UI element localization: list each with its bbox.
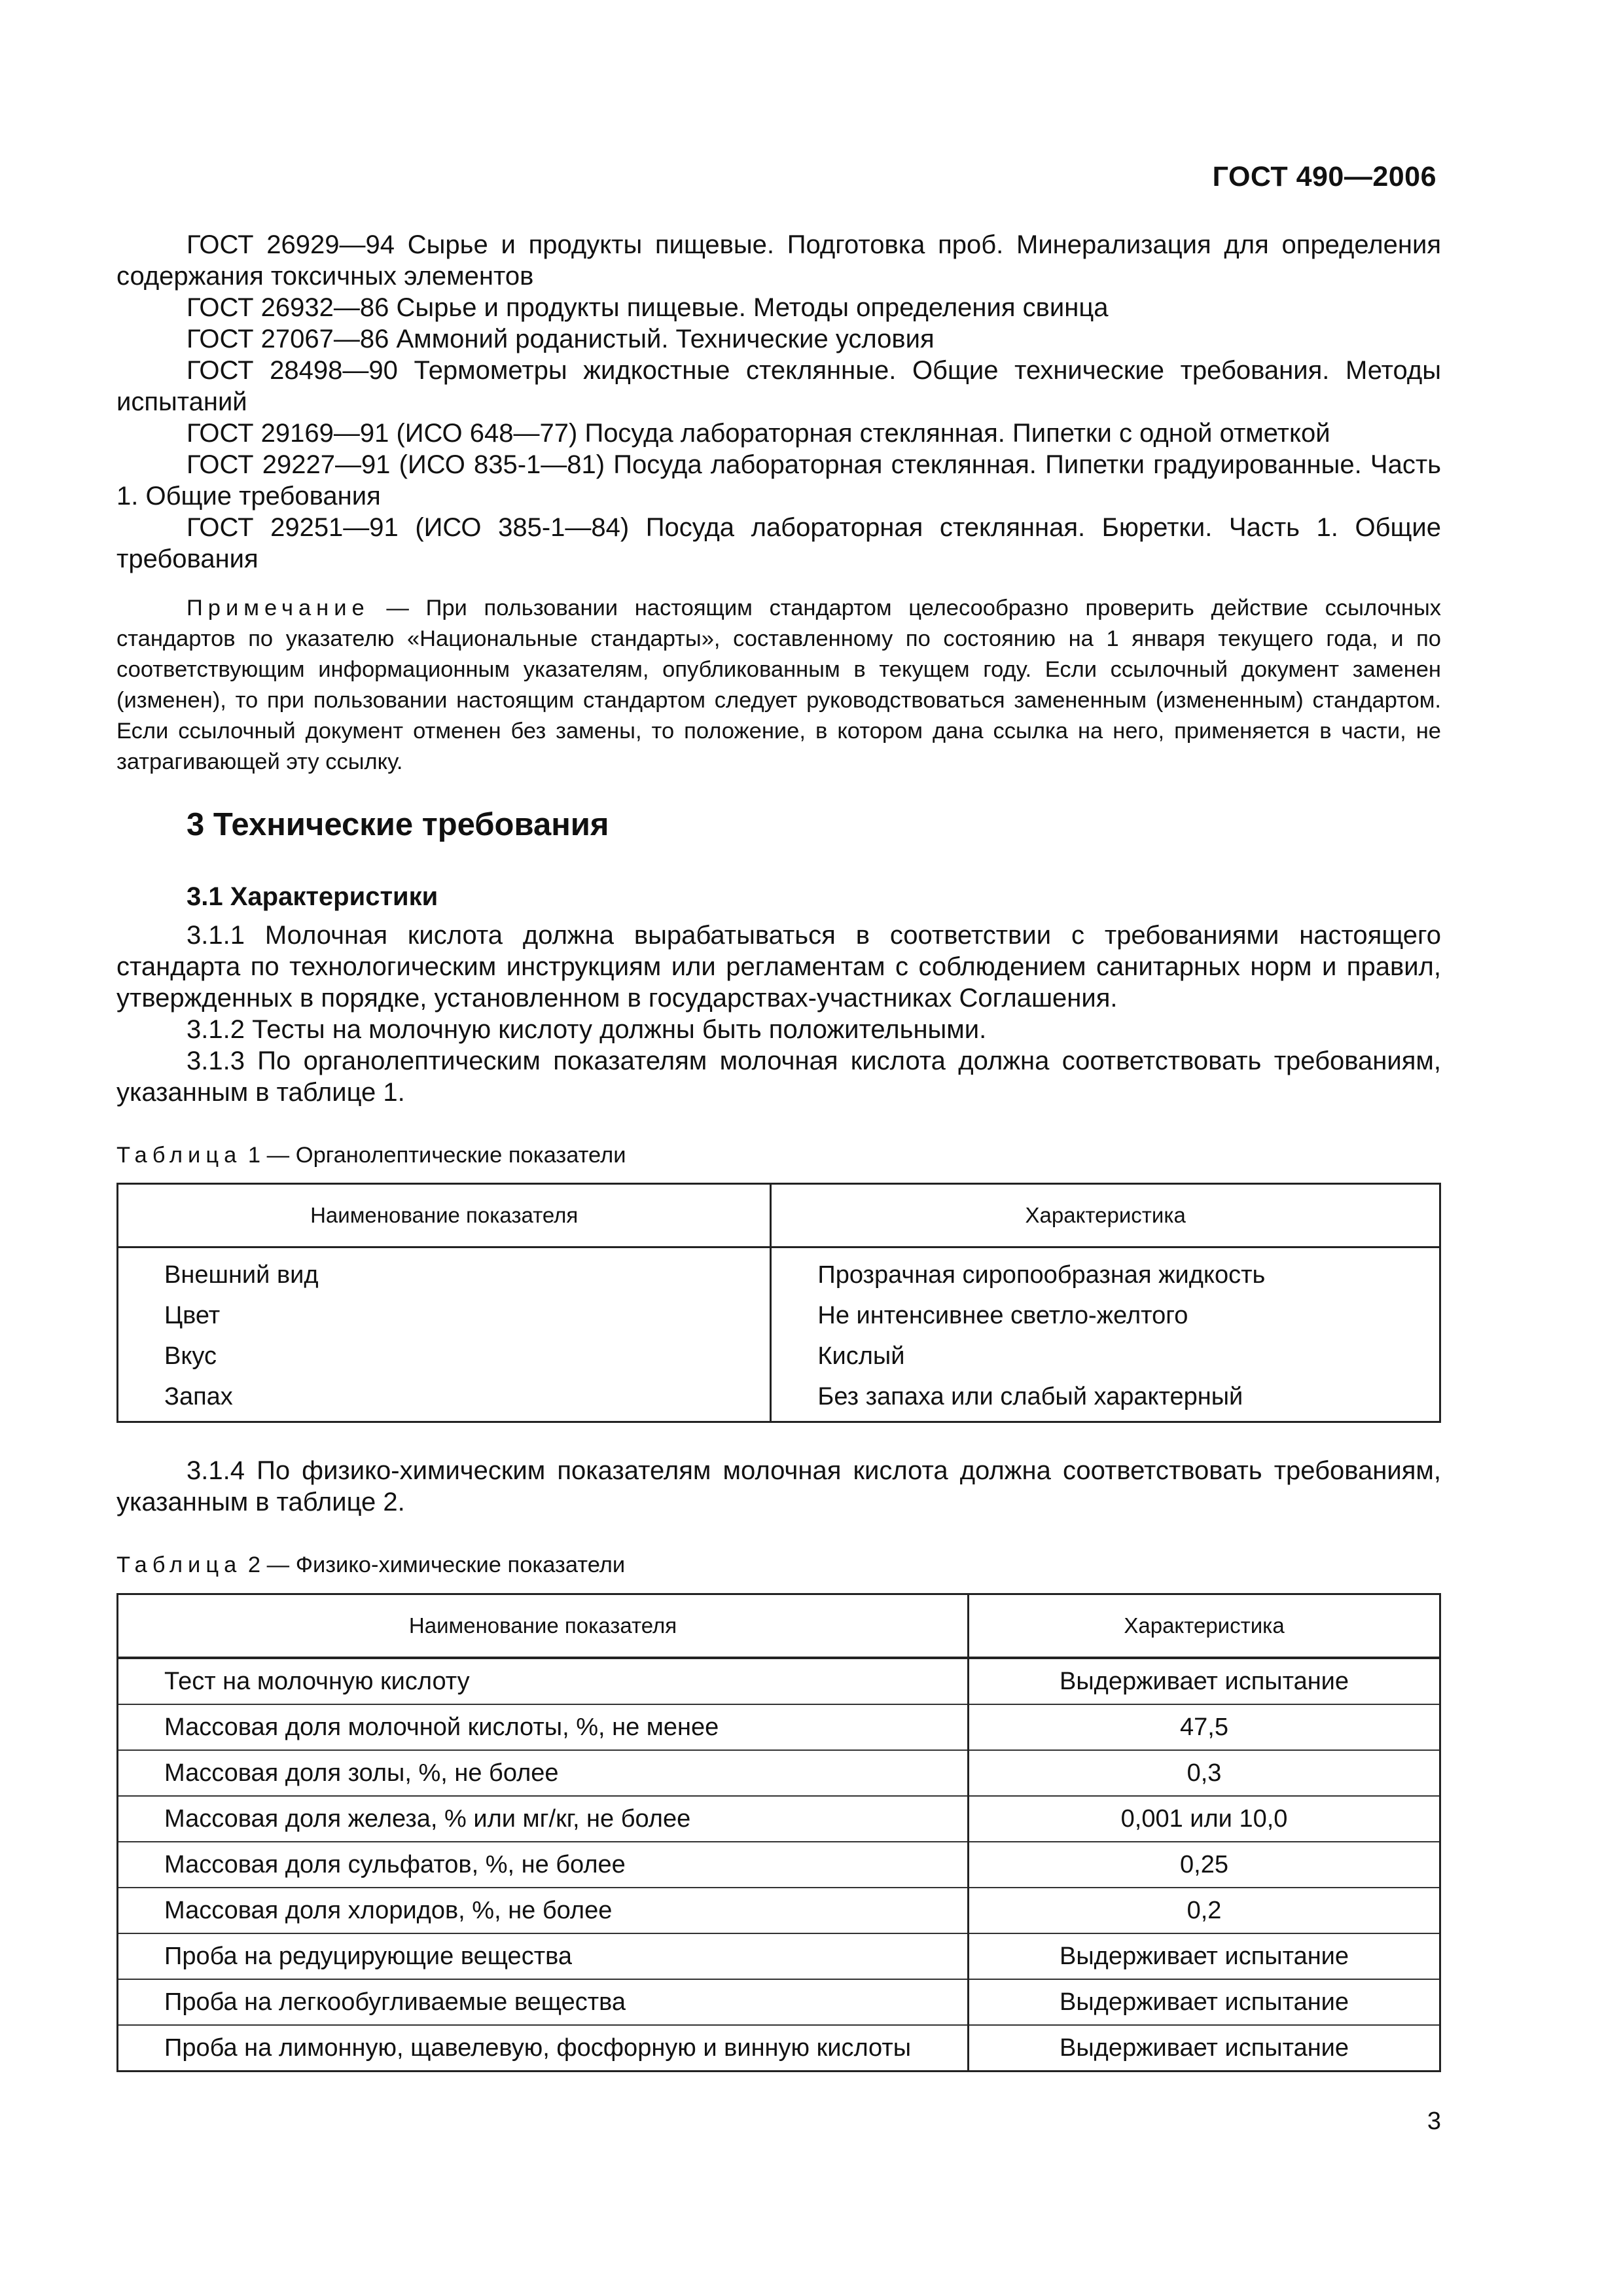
- reference-item: ГОСТ 29169—91 (ИСО 648—77) Посуда лабораторная стеклянная. Пипетки с одной отметкой: [187, 419, 1330, 448]
- table-row: [118, 1658, 1440, 1704]
- table-row: [118, 1247, 1440, 1296]
- table-row: [118, 1295, 1440, 1336]
- page-number: 3: [1427, 2108, 1441, 2135]
- table-header-row: [118, 1184, 1440, 1247]
- table-cell: Проба на редуцирующие вещества: [118, 1933, 969, 1979]
- table-cell: Массовая доля сульфатов, %, не более: [118, 1842, 969, 1888]
- table-cell: Массовая доля золы, %, не более: [118, 1750, 969, 1796]
- table-cell: 0,2: [969, 1888, 1440, 1933]
- table-cell: Внешний вид: [118, 1247, 771, 1296]
- table-cell: Не интенсивнее светло-желтого: [771, 1295, 1440, 1336]
- section-title: 3 Технические требования: [187, 807, 609, 842]
- table2-caption: [116, 1552, 625, 1578]
- table-cell: Проба на лимонную, щавелевую, фосфорную и винную кислоты: [118, 2025, 969, 2072]
- table-cell: Проба на легкообугливаемые вещества: [118, 1979, 969, 2025]
- table-cell: 0,001 или 10,0: [969, 1796, 1440, 1842]
- table-cell: Цвет: [118, 1295, 771, 1336]
- table-cell: Вкус: [118, 1336, 771, 1376]
- note-label: Примечание: [187, 596, 370, 620]
- reference-item: ГОСТ 26929—94 Сырье и продукты пищевые. Подготовка проб. Минерализация для определения содержания токсичных элементов: [116, 230, 1441, 291]
- table-cell: Кислый: [771, 1336, 1440, 1376]
- table-header-cell: Наименование показателя: [118, 1594, 969, 1659]
- document-number-header: ГОСТ 490—2006: [1212, 161, 1436, 192]
- table-row: [118, 1376, 1440, 1422]
- table-cell: 0,25: [969, 1842, 1440, 1888]
- reference-item: ГОСТ 29251—91 (ИСО 385-1—84) Посуда лабораторная стеклянная. Бюретки. Часть 1. Общие требования: [116, 513, 1441, 573]
- table-cell: Тест на молочную кислоту: [118, 1658, 969, 1704]
- table-header-cell: Характеристика: [771, 1184, 1440, 1247]
- reference-item: ГОСТ 27067—86 Аммоний роданистый. Технические условия: [187, 325, 935, 353]
- table-header-cell: Характеристика: [969, 1594, 1440, 1659]
- table-row: [118, 1842, 1440, 1888]
- paragraph-3-1-3: 3.1.3 По органолептическим показателям молочная кислота должна соответствовать требованиям, указанным в таблице 1.: [116, 1047, 1441, 1107]
- table-cell: Массовая доля хлоридов, %, не более: [118, 1888, 969, 1933]
- table-cell: Запах: [118, 1376, 771, 1422]
- note-text: — При пользовании настоящим стандартом целесообразно проверить действие ссылочных стандартов по указателю «Национальные стандарты», составленному по состоянию на 1 января текущего года, и по соответствующим информационным указателям, опубликованным в текущем году. Если ссылочный документ заменен (изменен), то при пользовании настоящим стандартом следует руководствоваться замененным (измененным) стандартом. Если ссылочный документ отменен без замены, то положение, в котором дана ссылка на него, применяется в части, не затрагивающей эту ссылку.: [116, 596, 1441, 774]
- table-row: [118, 1888, 1440, 1933]
- table-row: [118, 2025, 1440, 2072]
- table-physicochemical: [116, 1593, 1441, 2072]
- table2-caption-text: 2 — Физико-химические показатели: [247, 1552, 626, 1577]
- table-cell: Выдерживает испытание: [969, 1933, 1440, 1979]
- section-paragraphs: [116, 920, 1441, 1108]
- paragraph-3-1-4: 3.1.4 По физико-химическим показателям молочная кислота должна соответствовать требованиям, указанным в таблице 2.: [116, 1456, 1441, 1516]
- table-cell: Без запаха или слабый характерный: [771, 1376, 1440, 1422]
- table-organoleptic: [116, 1183, 1441, 1423]
- table-cell: Массовая доля железа, % или мг/кг, не более: [118, 1796, 969, 1842]
- reference-item: ГОСТ 26932—86 Сырье и продукты пищевые. Методы определения свинца: [187, 293, 1109, 322]
- table-cell: Массовая доля молочной кислоты, %, не менее: [118, 1704, 969, 1750]
- table-cell: 0,3: [969, 1750, 1440, 1796]
- table-header-row: [118, 1594, 1440, 1659]
- table1-caption-label: Таблица: [116, 1143, 242, 1168]
- table-cell: Прозрачная сиропообразная жидкость: [771, 1247, 1440, 1296]
- table-row: [118, 1750, 1440, 1796]
- table1-caption-text: 1 — Органолептические показатели: [247, 1143, 626, 1168]
- reference-item: ГОСТ 29227—91 (ИСО 835-1—81) Посуда лабораторная стеклянная. Пипетки градуированные. Часть 1. Общие требования: [116, 450, 1441, 511]
- table-row: [118, 1796, 1440, 1842]
- paragraph-3-1-2: 3.1.2 Тесты на молочную кислоту должны быть положительными.: [187, 1015, 987, 1044]
- normative-references-list: [116, 229, 1441, 575]
- table2-caption-label: Таблица: [116, 1552, 242, 1577]
- table-row: [118, 1979, 1440, 2025]
- table-cell: Выдерживает испытание: [969, 2025, 1440, 2072]
- table-row: [118, 1336, 1440, 1376]
- table-cell: 47,5: [969, 1704, 1440, 1750]
- table-row: [118, 1933, 1440, 1979]
- table1-caption: [116, 1143, 626, 1168]
- paragraph-3-1-1: 3.1.1 Молочная кислота должна вырабатываться в соответствии с требованиями настоящего стандарта по технологическим инструкциям или регламентам с соблюдением санитарных норм и правил, утвержденных в порядке, установленном в государствах-участниках Соглашения.: [116, 921, 1441, 1013]
- table-row: [118, 1704, 1440, 1750]
- subsection-title: 3.1 Характеристики: [187, 882, 438, 911]
- table-cell: Выдерживает испытание: [969, 1979, 1440, 2025]
- note-paragraph: [116, 593, 1441, 778]
- reference-item: ГОСТ 28498—90 Термометры жидкостные стеклянные. Общие технические требования. Методы испытаний: [116, 356, 1441, 416]
- table-cell: Выдерживает испытание: [969, 1658, 1440, 1704]
- table-header-cell: Наименование показателя: [118, 1184, 771, 1247]
